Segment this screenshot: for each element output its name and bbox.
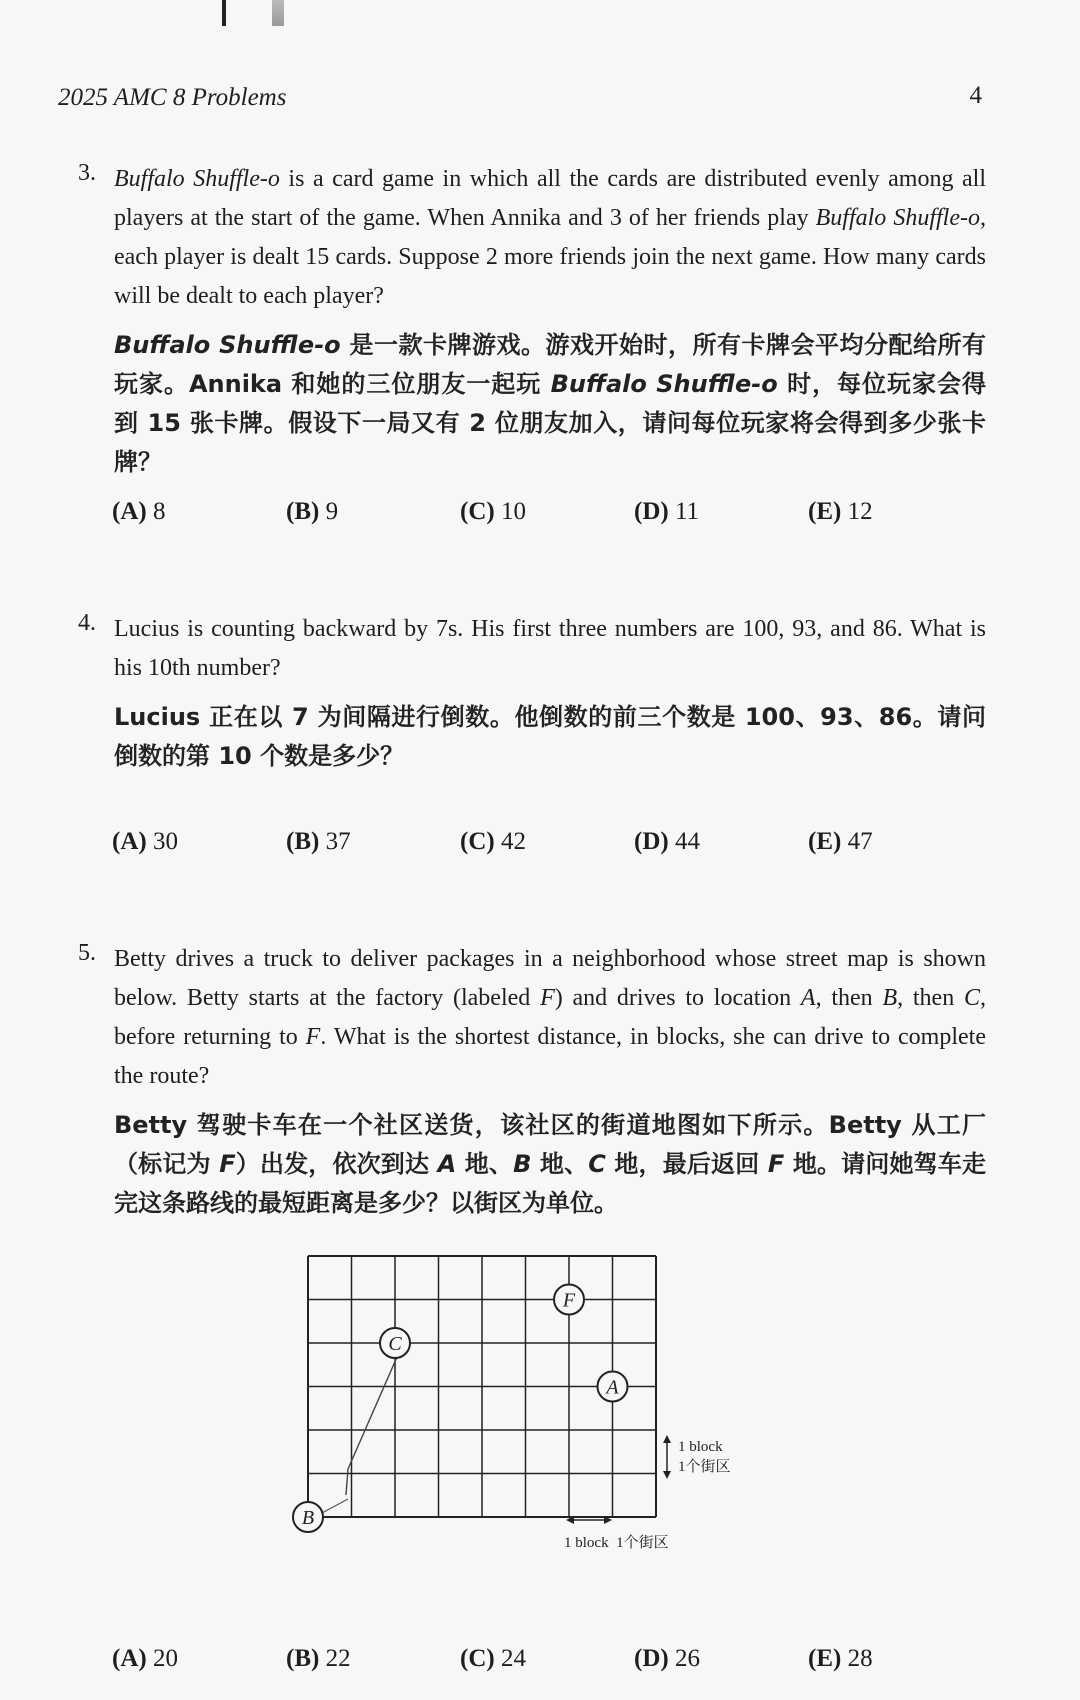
problem-4 <box>78 610 986 776</box>
game-name: Buffalo Shuffle-o <box>114 166 280 192</box>
problem-text-zh <box>114 326 986 482</box>
answer-choices-5 <box>112 1645 972 1679</box>
choice-letter: (A) <box>112 498 147 525</box>
location-c <box>380 1328 410 1358</box>
text-segment: , then <box>815 985 883 1011</box>
vertical-scale <box>663 1435 731 1479</box>
choice-letter: (A) <box>112 1645 147 1672</box>
choice-value: 47 <box>847 828 873 855</box>
answer-choices-3 <box>112 498 972 532</box>
text-segment: ）出发，依次到达 <box>235 1150 438 1178</box>
choice-value: 9 <box>325 498 339 525</box>
choice-letter: (E) <box>808 498 842 525</box>
top-mark-left <box>222 0 226 26</box>
location-markers <box>293 1285 628 1533</box>
choice-letter: (B) <box>286 1645 320 1672</box>
location-b <box>293 1502 323 1532</box>
location-label: A <box>800 985 816 1011</box>
location-label: F <box>305 1024 321 1050</box>
game-name: Buffalo Shuffle-o <box>815 205 980 231</box>
top-mark-right <box>272 0 284 26</box>
problem-text-zh <box>114 1106 986 1223</box>
choice-value: 28 <box>847 1645 873 1672</box>
location-a <box>598 1372 628 1402</box>
location-label: F <box>219 1150 236 1178</box>
choice-letter: (B) <box>286 498 320 525</box>
location-label: B <box>513 1150 532 1178</box>
choice-letter: (C) <box>460 1645 495 1672</box>
game-name: Buffalo Shuffle-o <box>114 331 341 359</box>
choice-value: 30 <box>152 828 178 855</box>
location-letter: A <box>606 1376 619 1399</box>
location-label: F <box>767 1150 785 1178</box>
vertical-scale-label-en: 1 block <box>678 1439 723 1455</box>
choice-b[interactable] <box>286 828 351 856</box>
location-label: A <box>437 1150 457 1178</box>
problem-number: 5. <box>78 940 96 966</box>
choice-value: 8 <box>152 498 166 525</box>
choice-value: 37 <box>325 828 351 855</box>
location-label: B <box>882 985 898 1011</box>
location-label: F <box>540 985 555 1011</box>
choice-value: 10 <box>500 498 526 525</box>
choice-letter: (E) <box>808 828 842 855</box>
answer-choices-4 <box>112 828 972 862</box>
page-header <box>58 84 982 124</box>
choice-letter: (A) <box>112 828 147 855</box>
choice-letter: (E) <box>808 1645 842 1672</box>
choice-letter: (D) <box>634 1645 669 1672</box>
choice-e[interactable] <box>808 828 873 856</box>
vertical-scale-label-zh: 1个街区 <box>678 1459 731 1475</box>
choice-value: 42 <box>500 828 526 855</box>
text-segment: , before returning to <box>114 985 986 1050</box>
choice-c[interactable] <box>460 1645 526 1673</box>
text-segment: ) and drives to location <box>554 985 801 1011</box>
choice-a[interactable] <box>112 498 165 526</box>
choice-value: 11 <box>674 498 700 525</box>
choice-a[interactable] <box>112 1645 178 1673</box>
text-segment: 地。请问她驾车走完这条路线的最短距离是多少？以街区为单位。 <box>114 1150 987 1217</box>
choice-value: 20 <box>152 1645 178 1672</box>
horizontal-scale <box>564 1516 669 1551</box>
text-segment: Betty drives a truck to deliver packages in a neighborhood whose street map is shown below. Betty starts at the factory (labeled <box>114 946 986 1011</box>
choice-d[interactable] <box>634 828 700 856</box>
choice-value: 26 <box>674 1645 700 1672</box>
choice-letter: (D) <box>634 498 669 525</box>
text-segment: , each player is dealt 15 cards. Suppose 2 more friends join the next game. How many cards will be dealt to each player? <box>114 205 986 309</box>
game-name: Buffalo Shuffle-o <box>550 370 778 398</box>
location-letter: B <box>301 1507 315 1529</box>
choice-e[interactable] <box>808 498 873 526</box>
location-f <box>554 1285 584 1315</box>
choice-letter: (C) <box>460 498 495 525</box>
text-segment: is a card game in which all the cards are distributed evenly among all players at the start of the game. When Annika and 3 of her friends play <box>114 166 987 231</box>
text-segment: 地、 <box>456 1150 514 1178</box>
choice-c[interactable] <box>460 828 526 856</box>
choice-value: 22 <box>325 1645 351 1672</box>
text-segment: 地、 <box>531 1150 589 1178</box>
choice-letter: (B) <box>286 828 320 855</box>
choice-d[interactable] <box>634 498 699 526</box>
choice-d[interactable] <box>634 1645 700 1673</box>
choice-letter: (C) <box>460 828 495 855</box>
location-label: C <box>588 1150 606 1178</box>
horizontal-scale-label: 1 block 1个街区 <box>564 1535 669 1551</box>
problem-text-en <box>114 940 986 1096</box>
choice-a[interactable] <box>112 828 178 856</box>
text-segment: Betty 驾驶卡车在一个社区送货，该社区的街道地图如下所示。Betty 从工厂（标记为 <box>114 1111 986 1178</box>
problem-number: 4. <box>78 610 96 636</box>
text-segment: , then <box>897 985 964 1011</box>
choice-letter: (D) <box>634 828 669 855</box>
choice-e[interactable] <box>808 1645 873 1673</box>
problem-text-en: Lucius is counting backward by 7s. His first three numbers are 100, 93, and 86. What is his 10th number? <box>114 616 986 681</box>
location-label: C <box>963 985 980 1011</box>
pencil-stroke <box>346 1357 397 1495</box>
text-segment: 时，每位玩家会得到 15 张卡牌。假设下一局又有 2 位朋友加入，请问每位玩家将会得到多少张卡牌？ <box>114 370 986 476</box>
text-segment: . What is the shortest distance, in blocks, she can drive to complete the route? <box>114 1024 986 1089</box>
problem-5 <box>78 940 986 1223</box>
text-segment: 地，最后返回 <box>605 1150 768 1178</box>
page-number: 4 <box>969 82 982 109</box>
choice-b[interactable] <box>286 1645 351 1673</box>
choice-c[interactable] <box>460 498 526 526</box>
choice-value: 44 <box>674 828 700 855</box>
page-title: 2025 AMC 8 Problems <box>58 84 287 111</box>
problem-text-en <box>114 160 986 316</box>
pencil-stroke <box>322 1499 348 1513</box>
choice-value: 24 <box>500 1645 526 1672</box>
problem-text-zh: Lucius 正在以 7 为间隔进行倒数。他倒数的前三个数是 100、93、86。请问倒数的第 10 个数是多少？ <box>114 703 986 770</box>
choice-value: 12 <box>847 498 873 525</box>
location-letter: C <box>388 1333 402 1355</box>
pencil-marks <box>322 1357 397 1513</box>
problem-3 <box>78 160 986 482</box>
problem-number: 3. <box>78 160 96 186</box>
text-segment: 是一款卡牌游戏。游戏开始时，所有卡牌会平均分配给所有玩家。Annika 和她的三位朋友一起玩 <box>114 331 986 398</box>
location-letter: F <box>562 1289 576 1312</box>
street-map <box>286 1245 746 1575</box>
choice-b[interactable] <box>286 498 338 526</box>
